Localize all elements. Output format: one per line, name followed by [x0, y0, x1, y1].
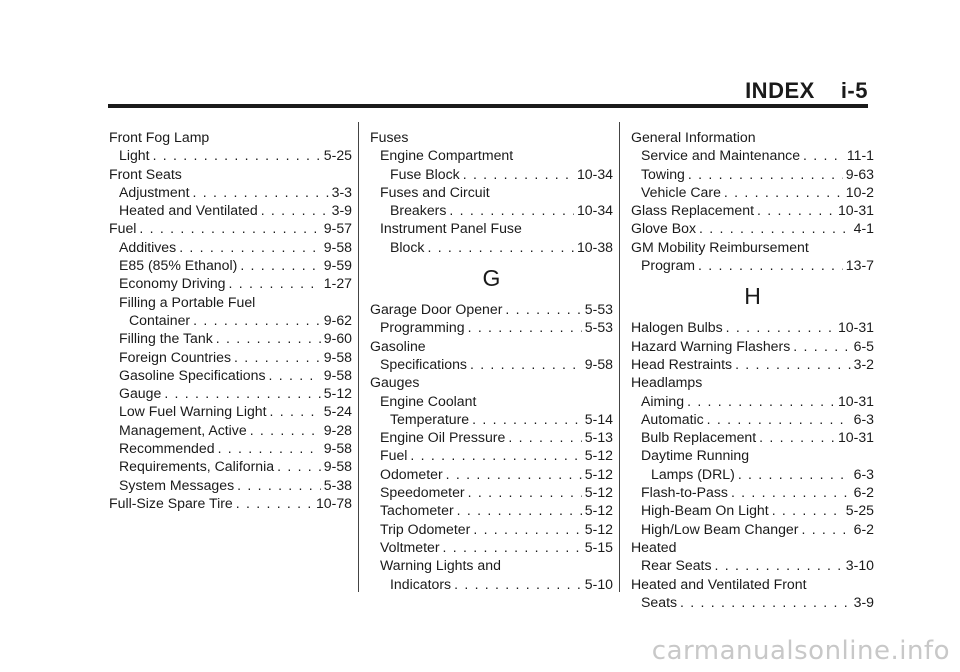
- index-entry: [370, 219, 613, 237]
- index-column-2: [370, 128, 613, 593]
- dot-leader: [153, 146, 321, 164]
- page-header: [745, 78, 868, 104]
- index-entry: [109, 476, 352, 494]
- entry-page: 9-58: [323, 366, 352, 383]
- entry-page: 9-58: [323, 440, 352, 457]
- index-entry: [631, 593, 874, 611]
- index-entry: [631, 556, 874, 574]
- index-entry: [370, 446, 613, 464]
- entry-text: System Messages: [119, 476, 235, 493]
- entry-text: Seats: [641, 593, 678, 610]
- entry-page: 10-2: [845, 183, 874, 200]
- entry-page: 6-3: [853, 410, 874, 427]
- entry-page: 11-1: [846, 147, 874, 164]
- entry-text: Speedometer: [380, 484, 465, 501]
- dot-leader: [731, 483, 851, 501]
- entry-text: Gasoline Specifications: [119, 366, 266, 383]
- dot-leader: [726, 318, 835, 336]
- index-entry: [109, 256, 352, 274]
- index-entry: [631, 128, 874, 146]
- index-entry: [109, 293, 352, 311]
- entry-page: 5-12: [584, 447, 613, 464]
- index-entry: [631, 501, 874, 519]
- index-entry: [631, 238, 874, 256]
- entry-page: 9-58: [584, 355, 613, 372]
- entry-text: Warning Lights and: [380, 557, 501, 574]
- index-entry: [109, 146, 352, 164]
- index-entry: [631, 146, 874, 164]
- entry-text: Headlamps: [631, 374, 703, 391]
- entry-text: Foreign Countries: [119, 348, 232, 365]
- index-entry: [631, 520, 874, 538]
- entry-page: 9-58: [323, 348, 352, 365]
- dot-leader: [473, 520, 581, 538]
- index-entry: [370, 337, 613, 355]
- dot-leader: [457, 501, 582, 519]
- entry-text: Breakers: [390, 202, 447, 219]
- page-number: i-5: [840, 78, 868, 103]
- entry-page: 9-63: [845, 165, 874, 182]
- entry-text: Engine Coolant: [380, 392, 477, 409]
- index-entry: [631, 538, 874, 556]
- entry-text: Temperature: [390, 410, 470, 427]
- index-entry: [370, 300, 613, 318]
- dot-leader: [463, 165, 574, 183]
- entry-text: Indicators: [390, 575, 452, 592]
- entry-text: Halogen Bulbs: [631, 319, 723, 336]
- dot-leader: [449, 201, 574, 219]
- index-entry: [631, 392, 874, 410]
- dot-leader: [236, 494, 313, 512]
- index-entry: [370, 128, 613, 146]
- dot-leader: [446, 465, 582, 483]
- entry-page: 3-9: [853, 593, 874, 610]
- index-entry: [370, 483, 613, 501]
- entry-page: 3-2: [853, 355, 874, 372]
- entry-text: Front Seats: [109, 165, 182, 182]
- dot-leader: [707, 410, 851, 428]
- index-letter-heading: H: [744, 283, 761, 310]
- index-entry: [370, 520, 613, 538]
- dot-leader: [193, 311, 321, 329]
- section-title: INDEX: [745, 78, 815, 103]
- dot-leader: [261, 201, 329, 219]
- index-entry: [109, 329, 352, 347]
- entry-text: Automatic: [641, 410, 704, 427]
- index-entry: [370, 575, 613, 593]
- entry-text: Service and Maintenance: [641, 147, 801, 164]
- entry-text: Daytime Running: [641, 447, 750, 464]
- dot-leader: [237, 476, 321, 494]
- dot-leader: [234, 348, 321, 366]
- index-entry: [631, 201, 874, 219]
- dot-leader: [715, 556, 843, 574]
- index-entry: [370, 392, 613, 410]
- dot-leader: [179, 238, 321, 256]
- dot-leader: [688, 165, 843, 183]
- entry-page: 10-34: [576, 202, 613, 219]
- index-entry: [370, 318, 613, 336]
- dot-leader: [139, 219, 320, 237]
- dot-leader: [680, 593, 851, 611]
- dot-leader: [472, 410, 582, 428]
- dot-leader: [250, 421, 321, 439]
- entry-text: Fuse Block: [390, 165, 460, 182]
- index-entry: [631, 410, 874, 428]
- entry-text: Engine Compartment: [380, 147, 514, 164]
- entry-text: Trip Odometer: [380, 520, 471, 537]
- entry-page: 3-10: [845, 557, 874, 574]
- dot-leader: [698, 256, 843, 274]
- dot-leader: [164, 384, 320, 402]
- index-entry: [631, 575, 874, 593]
- dot-leader: [277, 457, 321, 475]
- dot-leader: [735, 355, 851, 373]
- index-entry: [109, 366, 352, 384]
- dot-leader: [772, 501, 843, 519]
- entry-text: Economy Driving: [119, 275, 226, 292]
- dot-leader: [216, 329, 321, 347]
- entry-text: High-Beam On Light: [641, 502, 769, 519]
- entry-text: Bulb Replacement: [641, 429, 757, 446]
- index-entry: [109, 348, 352, 366]
- entry-text: Lamps (DRL): [651, 465, 735, 482]
- entry-text: Tachometer: [380, 502, 454, 519]
- entry-page: 9-58: [323, 458, 352, 475]
- index-column-1: [109, 128, 352, 512]
- index-entry: [370, 465, 613, 483]
- watermark: carmanualsonline.info: [651, 636, 950, 666]
- index-entry: [109, 421, 352, 439]
- index-entry: [370, 501, 613, 519]
- entry-text: E85 (85% Ethanol): [119, 257, 238, 274]
- entry-page: 3-3: [331, 183, 352, 200]
- entry-text: Management, Active: [119, 421, 247, 438]
- entry-text: Odometer: [380, 465, 443, 482]
- dot-leader: [427, 238, 573, 256]
- index-entry: [631, 165, 874, 183]
- index-entry: [109, 274, 352, 292]
- entry-text: Head Restraints: [631, 355, 733, 372]
- index-entry: [631, 483, 874, 501]
- dot-leader: [724, 183, 843, 201]
- index-entry: [109, 439, 352, 457]
- entry-page: 9-58: [323, 238, 352, 255]
- index-entry: [370, 538, 613, 556]
- index-entry: [109, 238, 352, 256]
- entry-page: 6-3: [853, 465, 874, 482]
- entry-text: Gasoline: [370, 337, 426, 354]
- entry-page: 9-57: [323, 220, 352, 237]
- entry-page: 5-12: [584, 484, 613, 501]
- dot-leader: [801, 520, 850, 538]
- index-entry: [370, 556, 613, 574]
- index-entry: [109, 165, 352, 183]
- dot-leader: [193, 183, 329, 201]
- entry-text: High/Low Beam Changer: [641, 520, 799, 537]
- entry-page: 10-38: [576, 238, 613, 255]
- entry-page: 10-31: [837, 202, 874, 219]
- entry-text: Filling the Tank: [119, 330, 213, 347]
- index-entry: [109, 494, 352, 512]
- index-entry: [370, 183, 613, 201]
- dot-leader: [240, 256, 320, 274]
- entry-page: 5-12: [584, 520, 613, 537]
- entry-page: 10-31: [837, 319, 874, 336]
- entry-text: Heated and Ventilated: [119, 202, 258, 219]
- entry-page: 13-7: [845, 257, 874, 274]
- index-entry: [631, 219, 874, 237]
- dot-leader: [687, 392, 835, 410]
- index-entry: [631, 256, 874, 274]
- entry-page: 10-34: [576, 165, 613, 182]
- entry-text: Garage Door Opener: [370, 301, 503, 318]
- entry-page: 9-60: [323, 330, 352, 347]
- entry-page: 10-31: [837, 392, 874, 409]
- entry-text: Filling a Portable Fuel: [119, 293, 256, 310]
- column-divider: [358, 122, 359, 592]
- dot-leader: [468, 483, 582, 501]
- entry-page: 5-53: [584, 301, 613, 318]
- index-entry: [370, 410, 613, 428]
- entry-page: 3-9: [331, 202, 352, 219]
- dot-leader: [454, 575, 582, 593]
- index-entry: [370, 165, 613, 183]
- entry-page: 1-27: [323, 275, 352, 292]
- index-entry: [631, 428, 874, 446]
- entry-page: 5-14: [584, 410, 613, 427]
- entry-text: Rear Seats: [641, 557, 712, 574]
- index-entry: [109, 457, 352, 475]
- entry-text: Glove Box: [631, 220, 697, 237]
- index-column-3: [631, 128, 874, 611]
- dot-leader: [410, 446, 581, 464]
- entry-text: Container: [129, 311, 191, 328]
- entry-text: Program: [641, 257, 696, 274]
- index-entry: [370, 238, 613, 256]
- index-entry: [109, 219, 352, 237]
- entry-text: Specifications: [380, 355, 467, 372]
- entry-text: GM Mobility Reimbursement: [631, 238, 809, 255]
- index-entry: [370, 355, 613, 373]
- entry-page: 9-28: [323, 421, 352, 438]
- entry-page: 10-78: [315, 494, 352, 511]
- entry-text: Glass Replacement: [631, 202, 754, 219]
- dot-leader: [738, 465, 851, 483]
- entry-text: Recommended: [119, 440, 215, 457]
- entry-page: 4-1: [853, 220, 874, 237]
- entry-text: Programming: [380, 319, 465, 336]
- entry-page: 5-12: [584, 465, 613, 482]
- entry-text: Gauge: [119, 385, 162, 402]
- index-entry: [109, 311, 352, 329]
- index-entry: [109, 402, 352, 420]
- index-entry: [631, 318, 874, 336]
- entry-text: Aiming: [641, 392, 685, 409]
- entry-text: Engine Oil Pressure: [380, 429, 506, 446]
- dot-leader: [699, 219, 851, 237]
- index-entry: [109, 183, 352, 201]
- index-entry: [631, 183, 874, 201]
- entry-text: Flash-to-Pass: [641, 484, 728, 501]
- entry-text: Instrument Panel Fuse: [380, 220, 522, 237]
- entry-text: Heated: [631, 538, 677, 555]
- entry-text: Fuses: [370, 129, 409, 145]
- column-divider: [619, 122, 620, 592]
- entry-text: Gauges: [370, 374, 420, 391]
- entry-page: 9-62: [323, 311, 352, 328]
- index-entry: [109, 128, 352, 146]
- entry-page: 6-2: [853, 484, 874, 501]
- entry-text: Requirements, California: [119, 458, 275, 475]
- dot-leader: [443, 538, 582, 556]
- entry-text: Low Fuel Warning Light: [119, 403, 267, 420]
- dot-leader: [218, 439, 321, 457]
- index-entry: [370, 373, 613, 391]
- entry-page: 6-5: [853, 337, 874, 354]
- index-entry: [109, 384, 352, 402]
- dot-leader: [793, 337, 850, 355]
- entry-text: Block: [390, 238, 425, 255]
- index-entry: [631, 355, 874, 373]
- index-entry: [109, 201, 352, 219]
- entry-text: Hazard Warning Flashers: [631, 337, 791, 354]
- entry-page: 5-24: [323, 403, 352, 420]
- dot-leader: [470, 355, 582, 373]
- entry-text: Additives: [119, 238, 177, 255]
- dot-leader: [229, 274, 321, 292]
- entry-text: Towing: [641, 165, 685, 182]
- dot-leader: [508, 428, 581, 446]
- entry-text: Front Fog Lamp: [109, 129, 210, 145]
- entry-page: 5-12: [584, 502, 613, 519]
- entry-page: 5-15: [584, 538, 613, 555]
- dot-leader: [468, 318, 582, 336]
- entry-page: 5-13: [584, 429, 613, 446]
- entry-text: Fuses and Circuit: [380, 183, 490, 200]
- index-letter-heading: G: [482, 265, 501, 292]
- index-entry: [370, 146, 613, 164]
- entry-text: General Information: [631, 129, 756, 145]
- dot-leader: [759, 428, 835, 446]
- entry-page: 5-53: [584, 319, 613, 336]
- dot-leader: [803, 146, 844, 164]
- index-entry: [631, 446, 874, 464]
- entry-page: 5-10: [584, 575, 613, 592]
- dot-leader: [505, 300, 581, 318]
- dot-leader: [270, 402, 321, 420]
- entry-page: 5-12: [323, 385, 352, 402]
- entry-page: 6-2: [853, 520, 874, 537]
- index-entry: [631, 465, 874, 483]
- index-entry: [631, 373, 874, 391]
- index-entry: [370, 201, 613, 219]
- index-entry: [631, 337, 874, 355]
- dot-leader: [757, 201, 835, 219]
- entry-text: Light: [119, 147, 150, 164]
- entry-page: 5-38: [323, 476, 352, 493]
- entry-page: 5-25: [845, 502, 874, 519]
- entry-text: Adjustment: [119, 183, 190, 200]
- entry-page: 10-31: [837, 429, 874, 446]
- index-entry: [370, 428, 613, 446]
- entry-page: 5-25: [323, 147, 352, 164]
- entry-text: Fuel: [380, 447, 408, 464]
- entry-text: Vehicle Care: [641, 183, 721, 200]
- dot-leader: [269, 366, 321, 384]
- entry-text: Voltmeter: [380, 538, 440, 555]
- entry-text: Heated and Ventilated Front: [631, 575, 807, 592]
- entry-page: 9-59: [323, 257, 352, 274]
- entry-text: Fuel: [109, 220, 137, 237]
- entry-text: Full-Size Spare Tire: [109, 494, 233, 511]
- header-rule: [108, 104, 868, 108]
